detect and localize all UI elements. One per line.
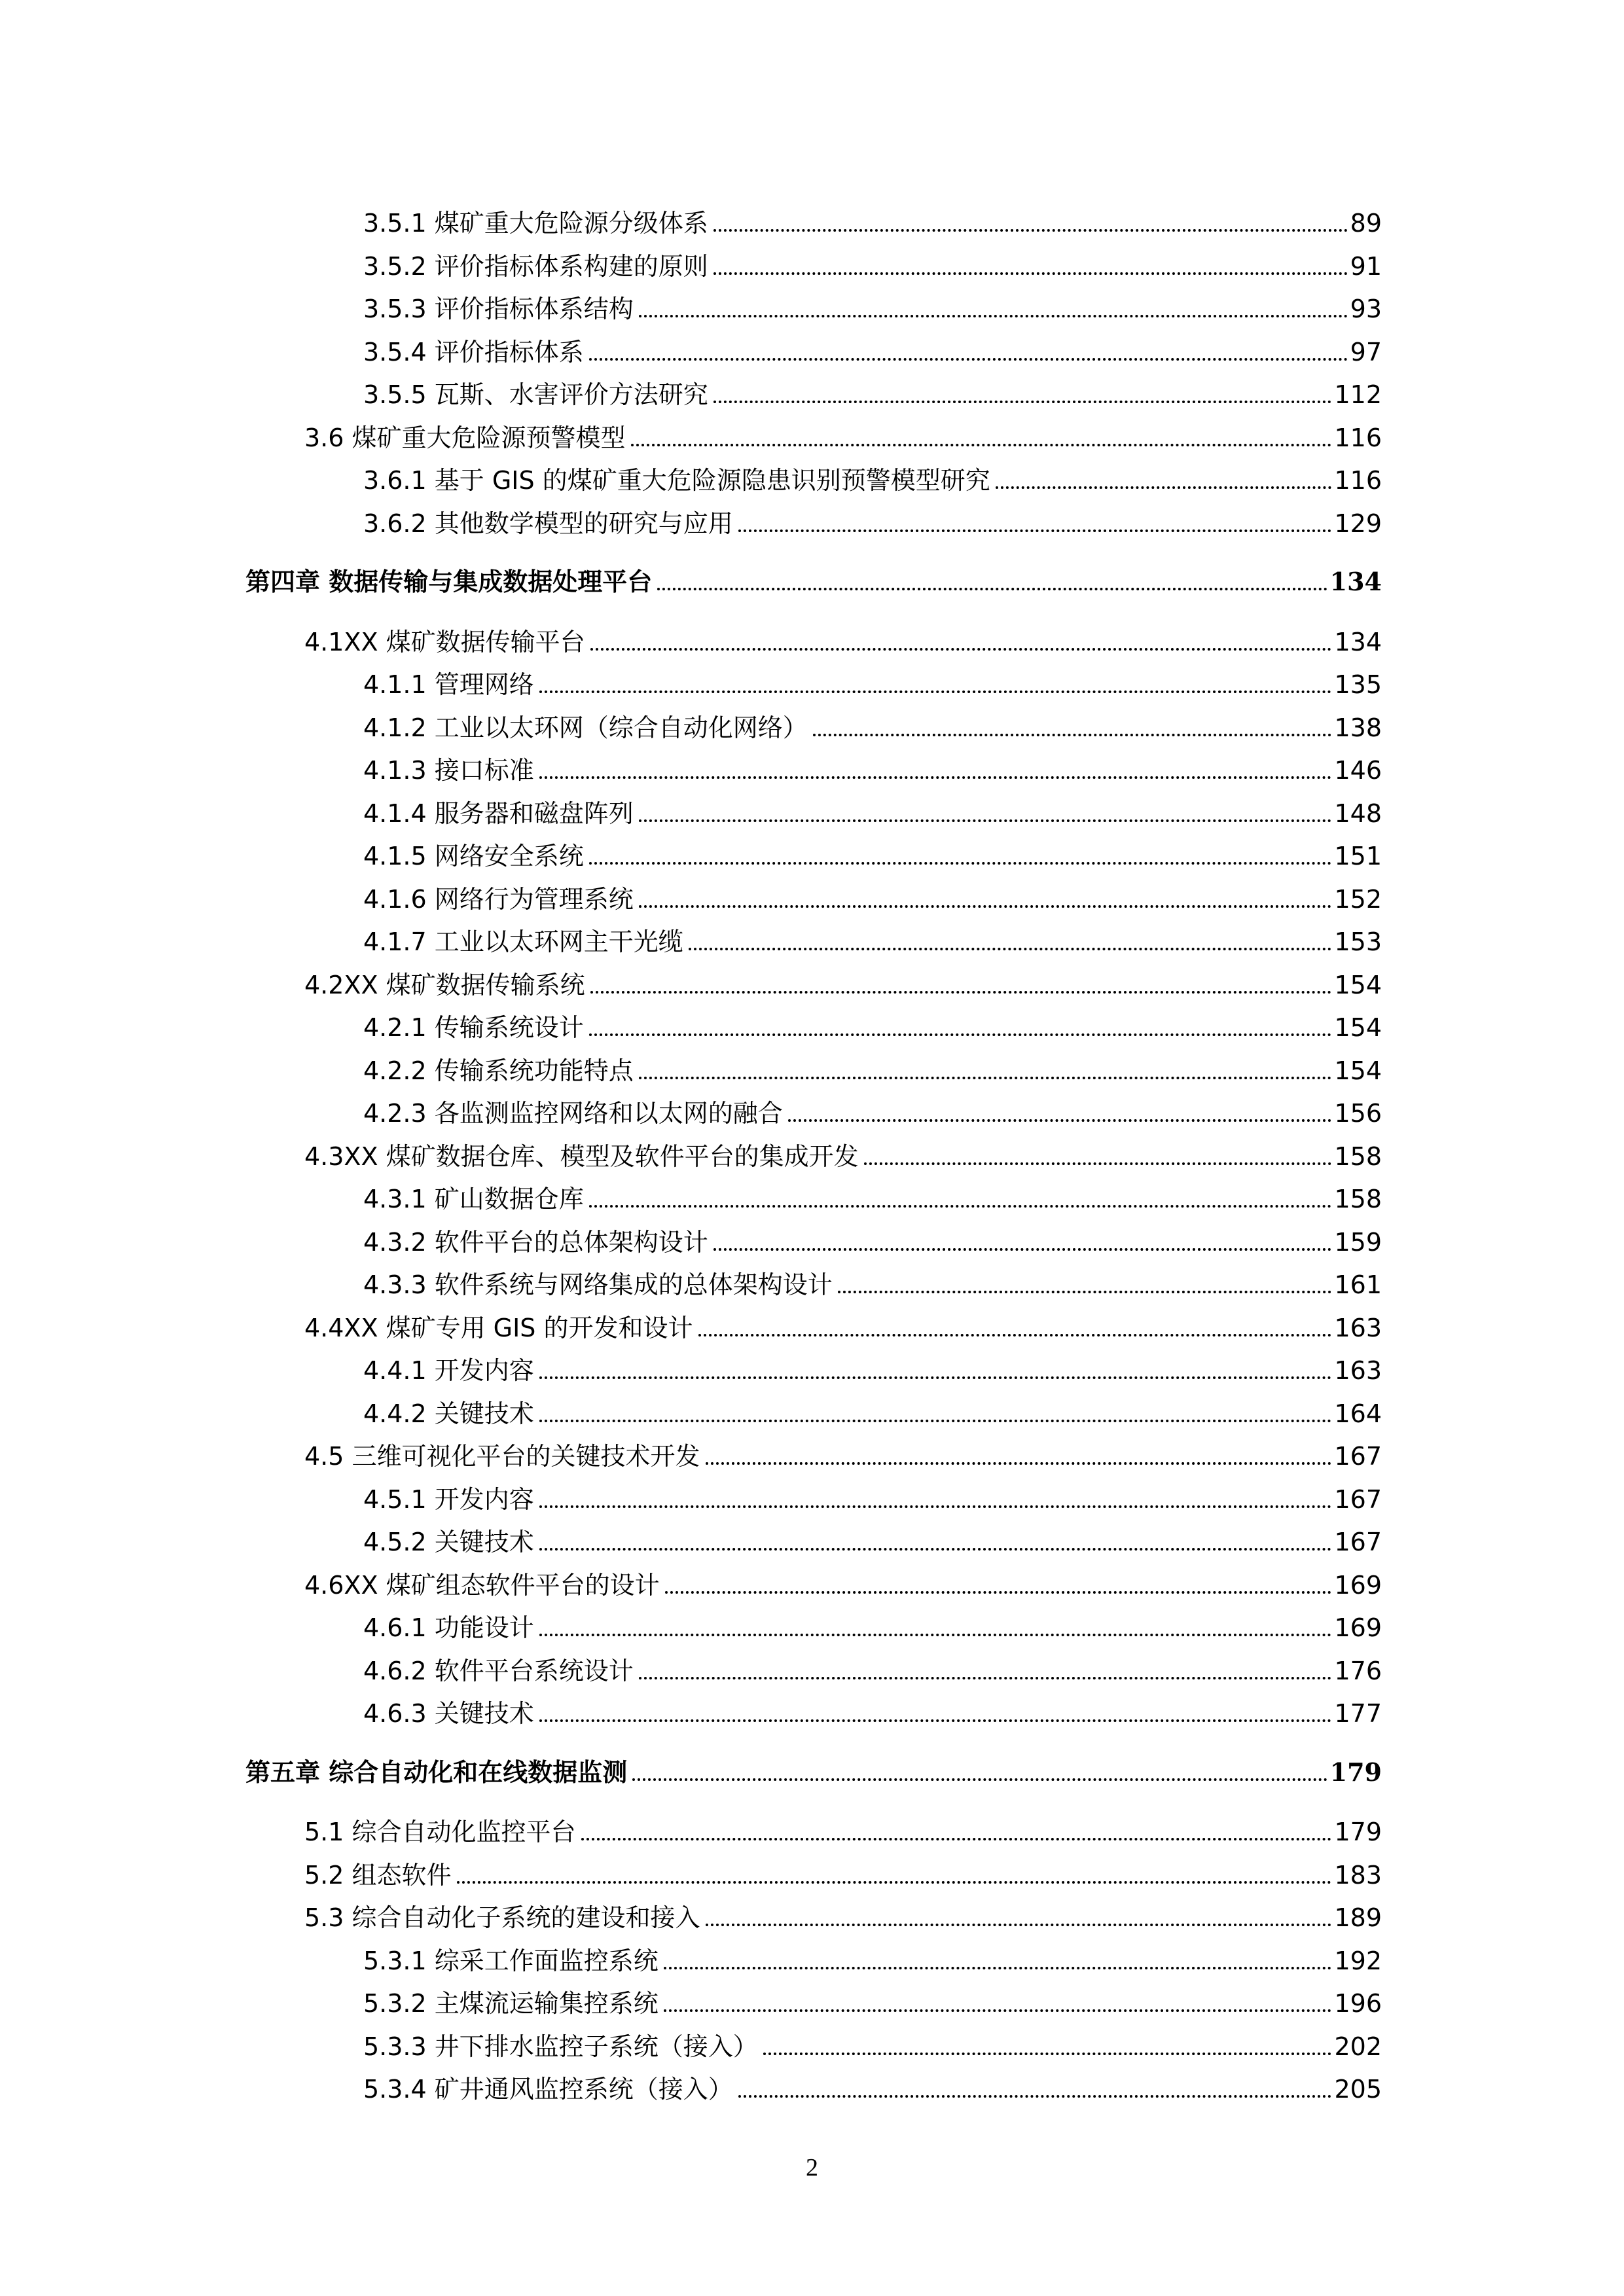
toc-entry[interactable]	[363, 196, 1382, 236]
toc-entry-label: 3.5.5 瓦斯、水害评价方法研究	[363, 380, 708, 409]
toc-entry-page: 154	[1334, 1013, 1382, 1042]
toc-entry[interactable]	[304, 1805, 1382, 1844]
toc-leader-dots	[713, 401, 1332, 403]
toc-entry-label: 4.5 三维可视化平台的关键技术开发	[304, 1442, 700, 1471]
toc-entry[interactable]	[363, 1601, 1382, 1640]
toc-leader-dots	[664, 2009, 1332, 2012]
toc-entry[interactable]	[304, 1848, 1382, 1888]
toc-entry[interactable]	[304, 615, 1382, 655]
toc-entry-label: 第五章 综合自动化和在线数据监测	[245, 1757, 628, 1787]
toc-leader-dots	[589, 358, 1348, 361]
toc-entry[interactable]	[363, 1473, 1382, 1512]
toc-entry-label: 3.6 煤矿重大危险源预警模型	[304, 423, 626, 452]
toc-entry-page: 91	[1350, 252, 1382, 281]
toc-entry[interactable]	[363, 325, 1382, 365]
toc-entry-page: 161	[1334, 1270, 1382, 1299]
toc-entry-page: 179	[1334, 1818, 1382, 1846]
toc-leader-dots	[539, 776, 1332, 779]
toc-entry-page: 154	[1334, 1056, 1382, 1085]
toc-entry-label: 4.1.7 工业以太环网主干光缆	[363, 927, 683, 956]
toc-entry-label: 4.2.3 各监测监控网络和以太网的融合	[363, 1099, 783, 1128]
toc-entry[interactable]	[363, 701, 1382, 740]
toc-leader-dots	[763, 2053, 1332, 2055]
toc-leader-dots	[631, 444, 1332, 446]
toc-entry-page: 164	[1334, 1399, 1382, 1428]
toc-entry-page: 158	[1334, 1185, 1382, 1213]
toc-leader-dots	[589, 862, 1332, 865]
toc-entry[interactable]	[363, 454, 1382, 493]
toc-entry-label: 4.2XX 煤矿数据传输系统	[304, 971, 585, 999]
toc-leader-dots	[632, 1778, 1327, 1781]
toc-entry-page: 138	[1334, 713, 1382, 742]
toc-entry[interactable]	[363, 1644, 1382, 1683]
toc-entry-page: 156	[1334, 1099, 1382, 1128]
toc-entry-label: 4.5.1 开发内容	[363, 1485, 534, 1514]
toc-chapter-entry[interactable]	[245, 555, 1382, 594]
toc-leader-dots	[539, 1420, 1332, 1422]
toc-entry[interactable]	[363, 1172, 1382, 1211]
toc-entry-label: 3.5.1 煤矿重大危险源分级体系	[363, 209, 708, 238]
toc-entry[interactable]	[363, 1977, 1382, 2016]
toc-entry-label: 4.3.2 软件平台的总体架构设计	[363, 1228, 708, 1257]
toc-entry[interactable]	[363, 829, 1382, 869]
toc-entry-label: 4.4.2 关键技术	[363, 1399, 534, 1428]
toc-entry-page: 93	[1350, 295, 1382, 323]
toc-entry-label: 4.1.4 服务器和磁盘阵列	[363, 799, 634, 828]
toc-entry[interactable]	[304, 1891, 1382, 1930]
toc-leader-dots	[698, 1334, 1332, 1336]
toc-leader-dots	[996, 486, 1332, 489]
toc-entry-label: 5.3.4 矿井通风监控系统（接入）	[363, 2075, 733, 2104]
toc-entry-page: 183	[1334, 1861, 1382, 1890]
toc-entry[interactable]	[304, 1558, 1382, 1598]
toc-entry-label: 4.1XX 煤矿数据传输平台	[304, 628, 585, 656]
toc-entry-label: 4.1.6 网络行为管理系统	[363, 885, 634, 914]
toc-leader-dots	[539, 1719, 1332, 1722]
toc-entry[interactable]	[363, 1258, 1382, 1297]
toc-entry-label: 4.4.1 开发内容	[363, 1356, 534, 1385]
toc-leader-dots	[713, 229, 1348, 232]
toc-leader-dots	[589, 1205, 1332, 1208]
toc-leader-dots	[639, 1077, 1332, 1079]
toc-leader-dots	[581, 1838, 1332, 1840]
toc-entry-label: 5.2 组态软件	[304, 1861, 452, 1890]
toc-leader-dots	[590, 991, 1332, 994]
toc-entry[interactable]	[363, 915, 1382, 954]
toc-entry-label: 4.3.3 软件系统与网络集成的总体架构设计	[363, 1270, 833, 1299]
toc-entry-page: 153	[1334, 927, 1382, 956]
toc-leader-dots	[539, 1505, 1332, 1508]
toc-entry-page: 177	[1334, 1699, 1382, 1728]
toc-entry-label: 5.3.3 井下排水监控子系统（接入）	[363, 2032, 758, 2061]
toc-entry-page: 192	[1334, 1946, 1382, 1975]
toc-entry-label: 第四章 数据传输与集成数据处理平台	[245, 567, 653, 596]
toc-leader-dots	[689, 948, 1332, 950]
toc-entry-label: 4.3XX 煤矿数据仓库、模型及软件平台的集成开发	[304, 1142, 859, 1171]
toc-entry[interactable]	[363, 872, 1382, 912]
toc-leader-dots	[665, 1591, 1332, 1594]
toc-entry-page: 169	[1334, 1613, 1382, 1642]
toc-entry-label: 5.3.2 主煤流运输集控系统	[363, 1989, 659, 2018]
toc-leader-dots	[639, 1677, 1332, 1679]
toc-entry[interactable]	[363, 282, 1382, 321]
toc-entry-label: 4.1.5 网络安全系统	[363, 842, 584, 870]
toc-entry[interactable]	[363, 787, 1382, 826]
toc-entry-page: 89	[1350, 209, 1382, 238]
toc-entry-page: 169	[1334, 1571, 1382, 1600]
toc-entry-label: 3.6.2 其他数学模型的研究与应用	[363, 509, 733, 538]
toc-entry-label: 4.1.1 管理网络	[363, 670, 534, 699]
toc-entry-page: 159	[1334, 1228, 1382, 1257]
toc-entry[interactable]	[304, 958, 1382, 997]
toc-entry-page: 129	[1334, 509, 1382, 538]
toc-entry-label: 3.6.1 基于 GIS 的煤矿重大危险源隐患识别预警模型研究	[363, 466, 990, 495]
toc-leader-dots	[590, 648, 1332, 651]
toc-entry-page: 151	[1334, 842, 1382, 870]
toc-entry[interactable]	[363, 240, 1382, 279]
toc-chapter-entry[interactable]	[245, 1746, 1382, 1785]
toc-leader-dots	[639, 315, 1348, 317]
toc-leader-dots	[539, 1376, 1332, 1379]
toc-leader-dots	[539, 691, 1332, 693]
toc-entry-label: 5.3 综合自动化子系统的建设和接入	[304, 1903, 700, 1932]
toc-entry-label: 4.6.3 关键技术	[363, 1699, 534, 1728]
toc-entry-label: 3.5.3 评价指标体系结构	[363, 295, 634, 323]
toc-entry-label: 4.4XX 煤矿专用 GIS 的开发和设计	[304, 1314, 693, 1342]
toc-leader-dots	[664, 1967, 1332, 1969]
toc-entry-label: 4.1.3 接口标准	[363, 756, 534, 785]
toc-entry[interactable]	[304, 411, 1382, 450]
toc-leader-dots	[706, 1924, 1332, 1926]
toc-entry-page: 167	[1334, 1485, 1382, 1514]
toc-entry[interactable]	[363, 497, 1382, 536]
toc-entry-page: 179	[1329, 1757, 1382, 1787]
toc-entry[interactable]	[363, 1515, 1382, 1554]
toc-entry[interactable]	[363, 1215, 1382, 1255]
toc-entry[interactable]	[363, 1001, 1382, 1040]
toc-entry[interactable]	[363, 1934, 1382, 1973]
toc-entry-page: 135	[1334, 670, 1382, 699]
toc-entry-page: 148	[1334, 799, 1382, 828]
toc-entry-page: 167	[1334, 1528, 1382, 1556]
toc-leader-dots	[738, 2095, 1332, 2098]
toc-entry[interactable]	[304, 1130, 1382, 1169]
toc-leader-dots	[639, 819, 1332, 822]
toc-entry-page: 163	[1334, 1314, 1382, 1342]
toc-leader-dots	[864, 1162, 1332, 1165]
toc-leader-dots	[738, 529, 1332, 532]
toc-entry[interactable]	[363, 744, 1382, 783]
toc-entry-label: 4.5.2 关键技术	[363, 1528, 534, 1556]
toc-entry-label: 4.6.2 软件平台系统设计	[363, 1657, 634, 1685]
toc-entry-label: 3.5.4 评价指标体系	[363, 338, 584, 367]
toc-entry-page: 146	[1334, 756, 1382, 785]
toc-entry-page: 189	[1334, 1903, 1382, 1932]
toc-entry-label: 4.1.2 工业以太环网（综合自动化网络）	[363, 713, 808, 742]
toc-entry[interactable]	[363, 2020, 1382, 2059]
toc-entry[interactable]	[363, 658, 1382, 697]
toc-entry-page: 163	[1334, 1356, 1382, 1385]
toc-entry-page: 205	[1334, 2075, 1382, 2104]
toc-entry-label: 3.5.2 评价指标体系构建的原则	[363, 252, 708, 281]
toc-entry-page: 167	[1334, 1442, 1382, 1471]
toc-entry-page: 176	[1334, 1657, 1382, 1685]
toc-entry[interactable]	[304, 1429, 1382, 1469]
page-number: 2	[806, 2154, 818, 2181]
toc-leader-dots	[589, 1033, 1332, 1036]
toc-entry-label: 4.2.1 传输系统设计	[363, 1013, 584, 1042]
toc-entry-page: 158	[1334, 1142, 1382, 1171]
toc-leader-dots	[639, 905, 1332, 908]
toc-entry-label: 4.6.1 功能设计	[363, 1613, 534, 1642]
toc-entry-label: 4.3.1 矿山数据仓库	[363, 1185, 584, 1213]
toc-entry[interactable]	[363, 1344, 1382, 1383]
toc-entry-label: 5.3.1 综采工作面监控系统	[363, 1946, 659, 1975]
toc-entry-label: 5.1 综合自动化监控平台	[304, 1818, 576, 1846]
toc-entry[interactable]	[363, 1687, 1382, 1726]
toc-entry-page: 116	[1334, 423, 1382, 452]
toc-leader-dots	[539, 1634, 1332, 1636]
toc-entry-page: 202	[1334, 2032, 1382, 2061]
toc-entry[interactable]	[363, 368, 1382, 407]
toc-entry-label: 4.2.2 传输系统功能特点	[363, 1056, 634, 1085]
toc-leader-dots	[713, 272, 1348, 275]
toc-leader-dots	[457, 1881, 1332, 1884]
toc-entry-label: 4.6XX 煤矿组态软件平台的设计	[304, 1571, 660, 1600]
toc-entry-page: 196	[1334, 1989, 1382, 2018]
toc-leader-dots	[713, 1248, 1332, 1251]
toc-entry-page: 134	[1329, 567, 1382, 596]
toc-entry-page: 134	[1334, 628, 1382, 656]
toc-leader-dots	[788, 1119, 1332, 1122]
toc-entry[interactable]	[363, 1086, 1382, 1126]
toc-entry[interactable]	[363, 2062, 1382, 2102]
toc-leader-dots	[539, 1548, 1332, 1551]
toc-leader-dots	[657, 588, 1327, 590]
toc-entry-page: 154	[1334, 971, 1382, 999]
toc-leader-dots	[706, 1462, 1332, 1465]
toc-leader-dots	[813, 734, 1332, 736]
toc-entry-page: 112	[1334, 380, 1382, 409]
toc-entry[interactable]	[304, 1301, 1382, 1340]
toc-entry[interactable]	[363, 1044, 1382, 1083]
toc-leader-dots	[838, 1291, 1332, 1293]
toc-entry-page: 116	[1334, 466, 1382, 495]
toc-entry-page: 97	[1350, 338, 1382, 367]
toc-entry-page: 152	[1334, 885, 1382, 914]
toc-entry[interactable]	[363, 1387, 1382, 1426]
